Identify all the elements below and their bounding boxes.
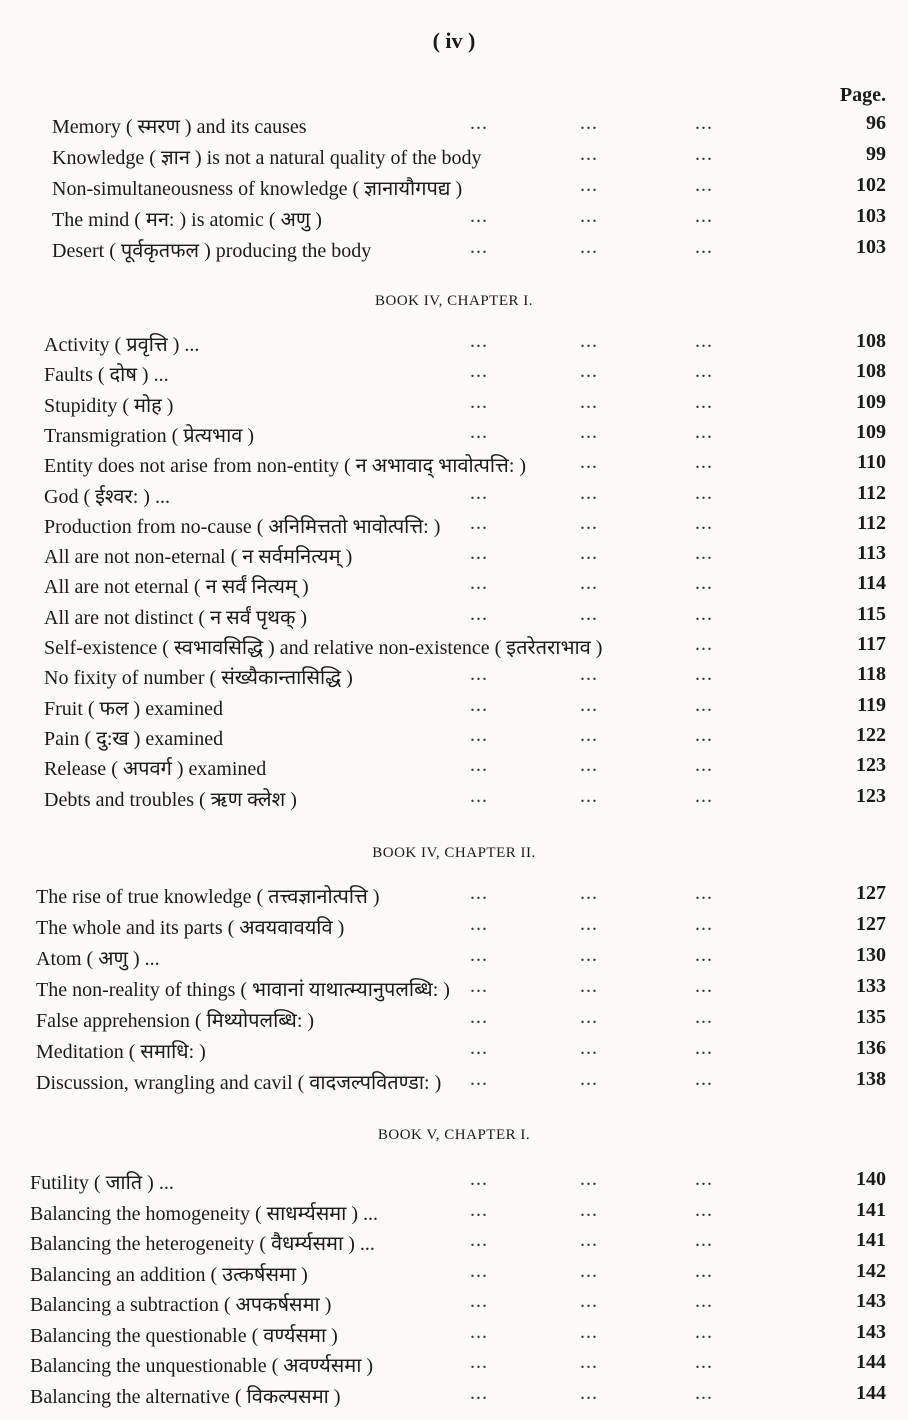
- leader-dots: ...: [470, 420, 488, 443]
- leader-dots: ...: [470, 882, 488, 904]
- leader-dots: ...: [470, 1290, 488, 1312]
- leader-dots: ...: [580, 1259, 598, 1282]
- toc-entry: [0, 391, 908, 421]
- toc-entry: [0, 1260, 908, 1290]
- toc-entry-page: 123: [856, 784, 886, 807]
- toc-entry: [0, 572, 908, 602]
- leader-dots: ...: [695, 236, 713, 258]
- leader-dots: ...: [580, 754, 598, 777]
- toc-entry: [0, 975, 908, 1005]
- toc-entry-title: Activity ( प्रवृत्ति ) ...: [44, 334, 200, 356]
- toc-entry-page: 130: [856, 944, 886, 966]
- toc-entry-title: Debts and troubles ( ऋण क्लेश ): [44, 788, 297, 811]
- leader-dots: ...: [580, 481, 598, 504]
- leader-dots: ...: [470, 602, 488, 625]
- toc-entry: [0, 603, 908, 633]
- toc-entry-title: Meditation ( समाधि: ): [36, 1041, 206, 1063]
- toc-entry-title: False apprehension ( मिथ्योपलब्धि: ): [36, 1010, 315, 1032]
- leader-dots: ...: [695, 1037, 713, 1059]
- toc-entry-page: 108: [856, 360, 886, 383]
- toc-entry-page: 138: [856, 1068, 886, 1090]
- leader-dots: ...: [580, 420, 598, 443]
- toc-entry-page: 96: [866, 112, 886, 134]
- toc-entry-page: 142: [856, 1259, 886, 1282]
- leader-dots: ...: [695, 1006, 713, 1028]
- toc-entry: [0, 944, 908, 974]
- leader-dots: ...: [580, 1290, 598, 1312]
- toc-entry: [0, 724, 908, 754]
- toc-entry-page: 110: [857, 451, 886, 474]
- section-heading: BOOK IV, CHAPTER I.: [375, 293, 533, 309]
- leader-dots: ...: [470, 663, 488, 686]
- toc-entry-page: 117: [857, 633, 886, 655]
- leader-dots: ...: [695, 112, 713, 134]
- leader-dots: ...: [580, 663, 598, 686]
- leader-dots: ...: [470, 360, 488, 383]
- toc-entry: [0, 330, 908, 360]
- leader-dots: ...: [580, 360, 598, 383]
- leader-dots: ...: [470, 975, 488, 997]
- toc-entry-title: Faults ( दोष ) ...: [44, 364, 169, 387]
- toc-entry: [0, 112, 908, 142]
- leader-dots: ...: [470, 542, 488, 565]
- leader-dots: ...: [470, 390, 488, 413]
- leader-dots: ...: [470, 1068, 488, 1090]
- toc-entry: [0, 1006, 908, 1036]
- toc-entry: [0, 882, 908, 912]
- toc-entry-title: All are not distinct ( न सर्वं पृथक् ): [44, 606, 307, 629]
- toc-entry-page: 108: [856, 330, 886, 352]
- leader-dots: ...: [470, 112, 488, 134]
- leader-dots: ...: [580, 975, 598, 997]
- leader-dots: ...: [470, 1351, 488, 1373]
- leader-dots: ...: [580, 205, 598, 227]
- toc-entry-page: 127: [856, 913, 886, 935]
- leader-dots: ...: [695, 511, 713, 534]
- leader-dots: ...: [695, 1198, 713, 1221]
- toc-entry: [0, 663, 908, 693]
- leader-dots: ...: [695, 542, 713, 565]
- leader-dots: ...: [695, 693, 713, 716]
- toc-entry-page: 144: [856, 1351, 886, 1373]
- toc-entry-page: 123: [856, 754, 886, 777]
- toc-entry-title: Balancing an addition ( उत्कर्षसमा ): [30, 1263, 308, 1286]
- leader-dots: ...: [695, 205, 713, 227]
- leader-dots: ...: [580, 882, 598, 904]
- toc-entry: [0, 236, 908, 266]
- leader-dots: ...: [470, 1229, 488, 1251]
- leader-dots: ...: [470, 1168, 488, 1190]
- leader-dots: ...: [695, 633, 713, 655]
- toc-entry-title: Balancing a subtraction ( अपकर्षसमा ): [30, 1294, 332, 1316]
- leader-dots: ...: [580, 542, 598, 565]
- leader-dots: ...: [695, 602, 713, 625]
- toc-entry: [0, 1321, 908, 1351]
- toc-entry-title: The whole and its parts ( अवयवावयवि ): [36, 917, 345, 939]
- toc-entry: [0, 482, 908, 512]
- toc-entry: [0, 1229, 908, 1259]
- leader-dots: ...: [470, 1259, 488, 1282]
- leader-dots: ...: [695, 663, 713, 686]
- leader-dots: ...: [695, 1381, 713, 1404]
- toc-entry: [0, 451, 908, 481]
- leader-dots: ...: [695, 1168, 713, 1190]
- toc-entry-page: 112: [857, 481, 886, 504]
- leader-dots: ...: [695, 944, 713, 966]
- toc-entry-page: 114: [857, 572, 886, 595]
- leader-dots: ...: [580, 330, 598, 352]
- leader-dots: ...: [580, 1037, 598, 1059]
- leader-dots: ...: [470, 1198, 488, 1221]
- page-number: ( iv ): [432, 28, 476, 53]
- toc-entry-title: Release ( अपवर्ग ) examined: [44, 758, 267, 781]
- leader-dots: ...: [695, 390, 713, 413]
- leader-dots: ...: [695, 360, 713, 383]
- toc-entry-title: Atom ( अणु ) ...: [36, 948, 160, 970]
- toc-entry-title: Balancing the alternative ( विकल्पसमा ): [30, 1385, 341, 1408]
- toc-entry-title: Futility ( जाति ) ...: [30, 1172, 174, 1194]
- toc-entry-page: 102: [856, 174, 886, 196]
- toc-entry: [0, 1037, 908, 1067]
- toc-entry-title: The rise of true knowledge ( तत्त्वज्ञानोत्पत्ति ): [36, 886, 380, 908]
- toc-entry: [0, 1351, 908, 1381]
- leader-dots: ...: [470, 913, 488, 935]
- toc-entry-page: 103: [856, 205, 886, 227]
- leader-dots: ...: [695, 572, 713, 595]
- leader-dots: ...: [695, 723, 713, 746]
- toc-entry: [0, 1290, 908, 1320]
- toc-entry-page: 115: [857, 602, 886, 625]
- leader-dots: ...: [695, 882, 713, 904]
- toc-entry-page: 143: [856, 1290, 886, 1312]
- toc-entry: [0, 542, 908, 572]
- leader-dots: ...: [580, 1198, 598, 1221]
- leader-dots: ...: [695, 784, 713, 807]
- section-heading: BOOK IV, CHAPTER II.: [372, 845, 536, 861]
- leader-dots: ...: [580, 1229, 598, 1251]
- toc-entry-page: 118: [857, 663, 886, 686]
- leader-dots: ...: [580, 236, 598, 258]
- leader-dots: ...: [695, 451, 713, 474]
- leader-dots: ...: [580, 174, 598, 196]
- leader-dots: ...: [580, 723, 598, 746]
- leader-dots: ...: [580, 1006, 598, 1028]
- leader-dots: ...: [470, 944, 488, 966]
- leader-dots: ...: [580, 143, 598, 165]
- leader-dots: ...: [695, 1290, 713, 1312]
- toc-entry-title: God ( ईश्वर: ) ...: [44, 485, 170, 508]
- leader-dots: ...: [695, 1351, 713, 1373]
- leader-dots: ...: [470, 572, 488, 595]
- leader-dots: ...: [470, 784, 488, 807]
- toc-entry-page: 109: [856, 420, 886, 443]
- leader-dots: ...: [695, 913, 713, 935]
- toc-entry-title: All are not eternal ( न सर्वं नित्यम् ): [44, 576, 309, 599]
- leader-dots: ...: [580, 1168, 598, 1190]
- toc-entry-page: 141: [856, 1229, 886, 1251]
- toc-entry-title: Stupidity ( मोह ): [44, 394, 174, 417]
- toc-entry: [0, 421, 908, 451]
- toc-entry-title: The mind ( मन: ) is atomic ( अणु ): [52, 209, 322, 231]
- toc-entry-title: Self-existence ( स्वभावसिद्धि ) and relative non-existence ( इतरेतराभाव ): [44, 637, 603, 659]
- toc-entry: [0, 360, 908, 390]
- leader-dots: ...: [580, 602, 598, 625]
- toc-entry: [0, 174, 908, 204]
- toc-entry-title: Production from no-cause ( अनिमित्ततो भावोत्पत्ति: ): [44, 515, 441, 538]
- toc-entry-page: 144: [856, 1381, 886, 1404]
- leader-dots: ...: [580, 1068, 598, 1090]
- leader-dots: ...: [695, 1259, 713, 1282]
- toc-entry-page: 112: [857, 511, 886, 534]
- toc-entry-title: The non-reality of things ( भावानां याथात्म्यानुपलब्धि: ): [36, 979, 450, 1001]
- toc-entry-title: Pain ( दु:ख ) examined: [44, 727, 224, 750]
- leader-dots: ...: [470, 511, 488, 534]
- toc-entry-page: 113: [857, 542, 886, 565]
- leader-dots: ...: [695, 1320, 713, 1343]
- leader-dots: ...: [580, 784, 598, 807]
- toc-entry-page: 140: [856, 1168, 886, 1190]
- toc-entry-page: 141: [856, 1198, 886, 1221]
- toc-entry-title: Knowledge ( ज्ञान ) is not a natural quality of the body: [52, 147, 482, 169]
- leader-dots: ...: [470, 1320, 488, 1343]
- leader-dots: ...: [580, 451, 598, 474]
- toc-entry-title: Entity does not arise from non-entity ( न अभावाद् भावोत्पत्ति: ): [44, 455, 527, 478]
- leader-dots: ...: [470, 1006, 488, 1028]
- toc-entry-title: All are not non-eternal ( न सर्वमनित्यम् ): [44, 546, 353, 569]
- toc-entry-page: 109: [856, 390, 886, 413]
- toc-entry: [0, 1382, 908, 1412]
- toc-entry-title: Transmigration ( प्रेत्यभाव ): [44, 424, 255, 447]
- toc-entry-page: 103: [856, 236, 886, 258]
- toc-entry-page: 119: [857, 693, 886, 716]
- leader-dots: ...: [695, 975, 713, 997]
- toc-entry-title: Balancing the unquestionable ( अवर्ण्यसमा ): [30, 1355, 374, 1377]
- leader-dots: ...: [470, 754, 488, 777]
- toc-entry: [0, 1068, 908, 1098]
- toc-entry-page: 99: [866, 143, 886, 165]
- toc-entry: [0, 633, 908, 663]
- toc-entry-title: Balancing the heterogeneity ( वैधर्म्यसमा ) ...: [30, 1233, 375, 1255]
- toc-entry-title: Desert ( पूर्वकृतफल ) producing the body: [52, 240, 372, 262]
- toc-entry: [0, 512, 908, 542]
- leader-dots: ...: [580, 1351, 598, 1373]
- leader-dots: ...: [580, 913, 598, 935]
- leader-dots: ...: [580, 693, 598, 716]
- toc-entry: [0, 143, 908, 173]
- leader-dots: ...: [470, 481, 488, 504]
- leader-dots: ...: [470, 723, 488, 746]
- toc-entry-title: Balancing the homogeneity ( साधर्म्यसमा ) ...: [30, 1202, 379, 1225]
- page-column-label: Page.: [839, 84, 886, 106]
- leader-dots: ...: [470, 1037, 488, 1059]
- toc-entry-page: 136: [856, 1037, 886, 1059]
- leader-dots: ...: [580, 112, 598, 134]
- toc-entry: [0, 205, 908, 235]
- leader-dots: ...: [470, 693, 488, 716]
- leader-dots: ...: [580, 511, 598, 534]
- leader-dots: ...: [695, 1229, 713, 1251]
- toc-entry-title: Discussion, wrangling and cavil ( वादजल्पवितण्डा: ): [36, 1072, 442, 1094]
- toc-entry: [0, 1168, 908, 1198]
- toc-entry-title: Balancing the questionable ( वर्ण्यसमा ): [30, 1324, 338, 1347]
- leader-dots: ...: [695, 420, 713, 443]
- toc-entry-title: Non-simultaneousness of knowledge ( ज्ञानायौगपद्य ): [52, 178, 463, 200]
- toc-entry-page: 127: [856, 882, 886, 904]
- toc-entry-page: 143: [856, 1320, 886, 1343]
- toc-entry-title: Memory ( स्मरण ) and its causes: [52, 116, 307, 138]
- leader-dots: ...: [695, 481, 713, 504]
- leader-dots: ...: [470, 236, 488, 258]
- section-heading: BOOK V, CHAPTER I.: [377, 1127, 531, 1143]
- leader-dots: ...: [580, 572, 598, 595]
- leader-dots: ...: [580, 1381, 598, 1404]
- leader-dots: ...: [580, 1320, 598, 1343]
- leader-dots: ...: [695, 330, 713, 352]
- leader-dots: ...: [695, 754, 713, 777]
- toc-entry: [0, 913, 908, 943]
- leader-dots: ...: [470, 330, 488, 352]
- leader-dots: ...: [580, 944, 598, 966]
- toc-entry: [0, 754, 908, 784]
- toc-entry-page: 122: [856, 723, 886, 746]
- leader-dots: ...: [470, 1381, 488, 1404]
- toc-entry: [0, 1199, 908, 1229]
- toc-entry: [0, 694, 908, 724]
- toc-entry: [0, 785, 908, 815]
- toc-entry-page: 135: [856, 1006, 886, 1028]
- leader-dots: ...: [695, 174, 713, 196]
- toc-entry-title: Fruit ( फल ) examined: [44, 697, 223, 720]
- toc-entry-page: 133: [856, 975, 886, 997]
- leader-dots: ...: [695, 1068, 713, 1090]
- leader-dots: ...: [470, 205, 488, 227]
- toc-entry-title: No fixity of number ( संख्यैकान्तासिद्धि ): [44, 667, 353, 690]
- leader-dots: ...: [695, 143, 713, 165]
- leader-dots: ...: [580, 390, 598, 413]
